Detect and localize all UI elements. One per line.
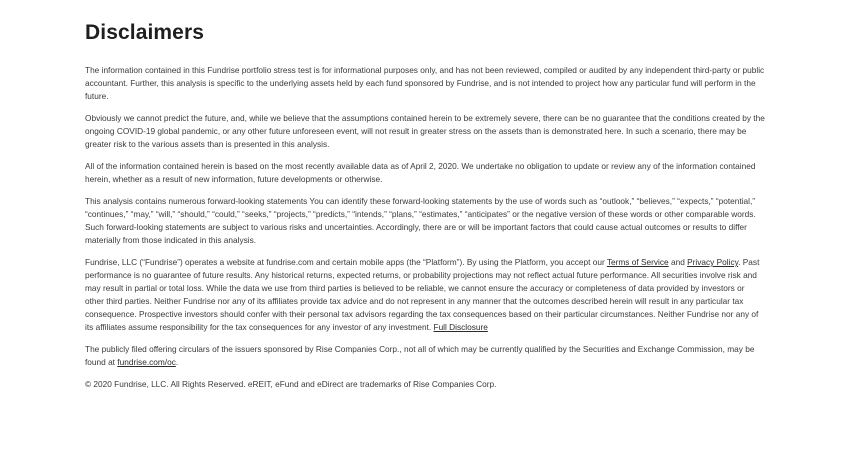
- terms-of-service-link[interactable]: Terms of Service: [606, 257, 669, 267]
- disclaimer-future-prediction: Obviously we cannot predict the future, and, while we believe that the assumptions contained herein to be extremely severe, there can be no guarantee that the conditions created by the ongoing COVID-19 global pandemic, or any other future unforeseen event, will not result in greater stress on the assets than is demonstrated here. In such a scenario, there may be greater risk to the various assets than is presented in this analysis.: [85, 113, 765, 149]
- disclaimer-offering-circulars: [85, 343, 765, 369]
- privacy-policy-link[interactable]: Privacy Policy: [687, 257, 739, 267]
- disclaimer-informational-purposes: The information contained in this Fundrise portfolio stress test is for informational purposes only, and has not been reviewed, compiled or audited by any independent third-party or public accountant. Further, this analysis is specific to the underlying assets held by each fund sponsored by Fundrise, and is not intended to project how any particular fund will perform in the future.: [85, 65, 765, 101]
- platform-terms-text-after: . Past performance is no guarantee of future results. Any historical returns, expected returns, or probability projections may not reflect actual future performance. All securities involve risk and may result in partial or total loss. While the data we use from third parties is believed to be reliable, we cannot ensure the accuracy or completeness of data provided by investors or other third parties. Neither Fundrise nor any of its affiliates provide tax advice and do not represent in any manner that the outcomes described herein will result in any particular tax consequence. Prospective investors should confer with their personal tax advisors regarding the tax consequences based on their particular circumstances. Neither Fundrise nor any of its affiliates assume responsibility for the tax consequences for any investor of any investment.: [85, 257, 760, 332]
- copyright-notice: © 2020 Fundrise, LLC. All Rights Reserved. eREIT, eFund and eDirect are trademarks of Rise Companies Corp.: [85, 379, 497, 389]
- full-disclosure-link[interactable]: Full Disclosure: [433, 322, 488, 332]
- platform-terms-text-before: Fundrise, LLC (“Fundrise”) operates a website at fundrise.com and certain mobile apps (the “Platform”). By using the Platform, you accept our: [85, 257, 607, 267]
- disclaimer-data-date: All of the information contained herein is based on the most recently available data as of April 2, 2020. We undertake no obligation to update or review any of the information contained herein, whether as a result of new information, future developments or otherwise.: [85, 161, 756, 184]
- disclaimer-platform-terms: [85, 256, 765, 334]
- disclaimers-section: [85, 20, 765, 391]
- page-title: Disclaimers: [85, 21, 205, 44]
- disclaimer-forward-looking: This analysis contains numerous forward-looking statements You can identify these forward-looking statements by the use of words such as “outlook,” “believes,” “expects,” “potential,” “continues,” “may,” “will,” “should,” “could,” “seeks,” “projects,” “predicts,” “intends,” “plans,” “estimates,” “anticipates” or the negative version of these words or other comparable words. Such forward-looking statements are subject to various risks and uncertainties. Accordingly, there are or will be important factors that could cause actual outcomes or results to differ materially from those indicated in this analysis.: [85, 196, 756, 245]
- offering-circulars-text-after: .: [175, 357, 179, 367]
- offering-circulars-link[interactable]: fundrise.com/oc: [117, 357, 176, 367]
- platform-terms-text-and: and: [668, 257, 688, 267]
- offering-circulars-text-before: The publicly filed offering circulars of the issuers sponsored by Rise Companies Corp., not all of which may be currently qualified by the Securities and Exchange Commission, may be found at: [85, 344, 755, 367]
